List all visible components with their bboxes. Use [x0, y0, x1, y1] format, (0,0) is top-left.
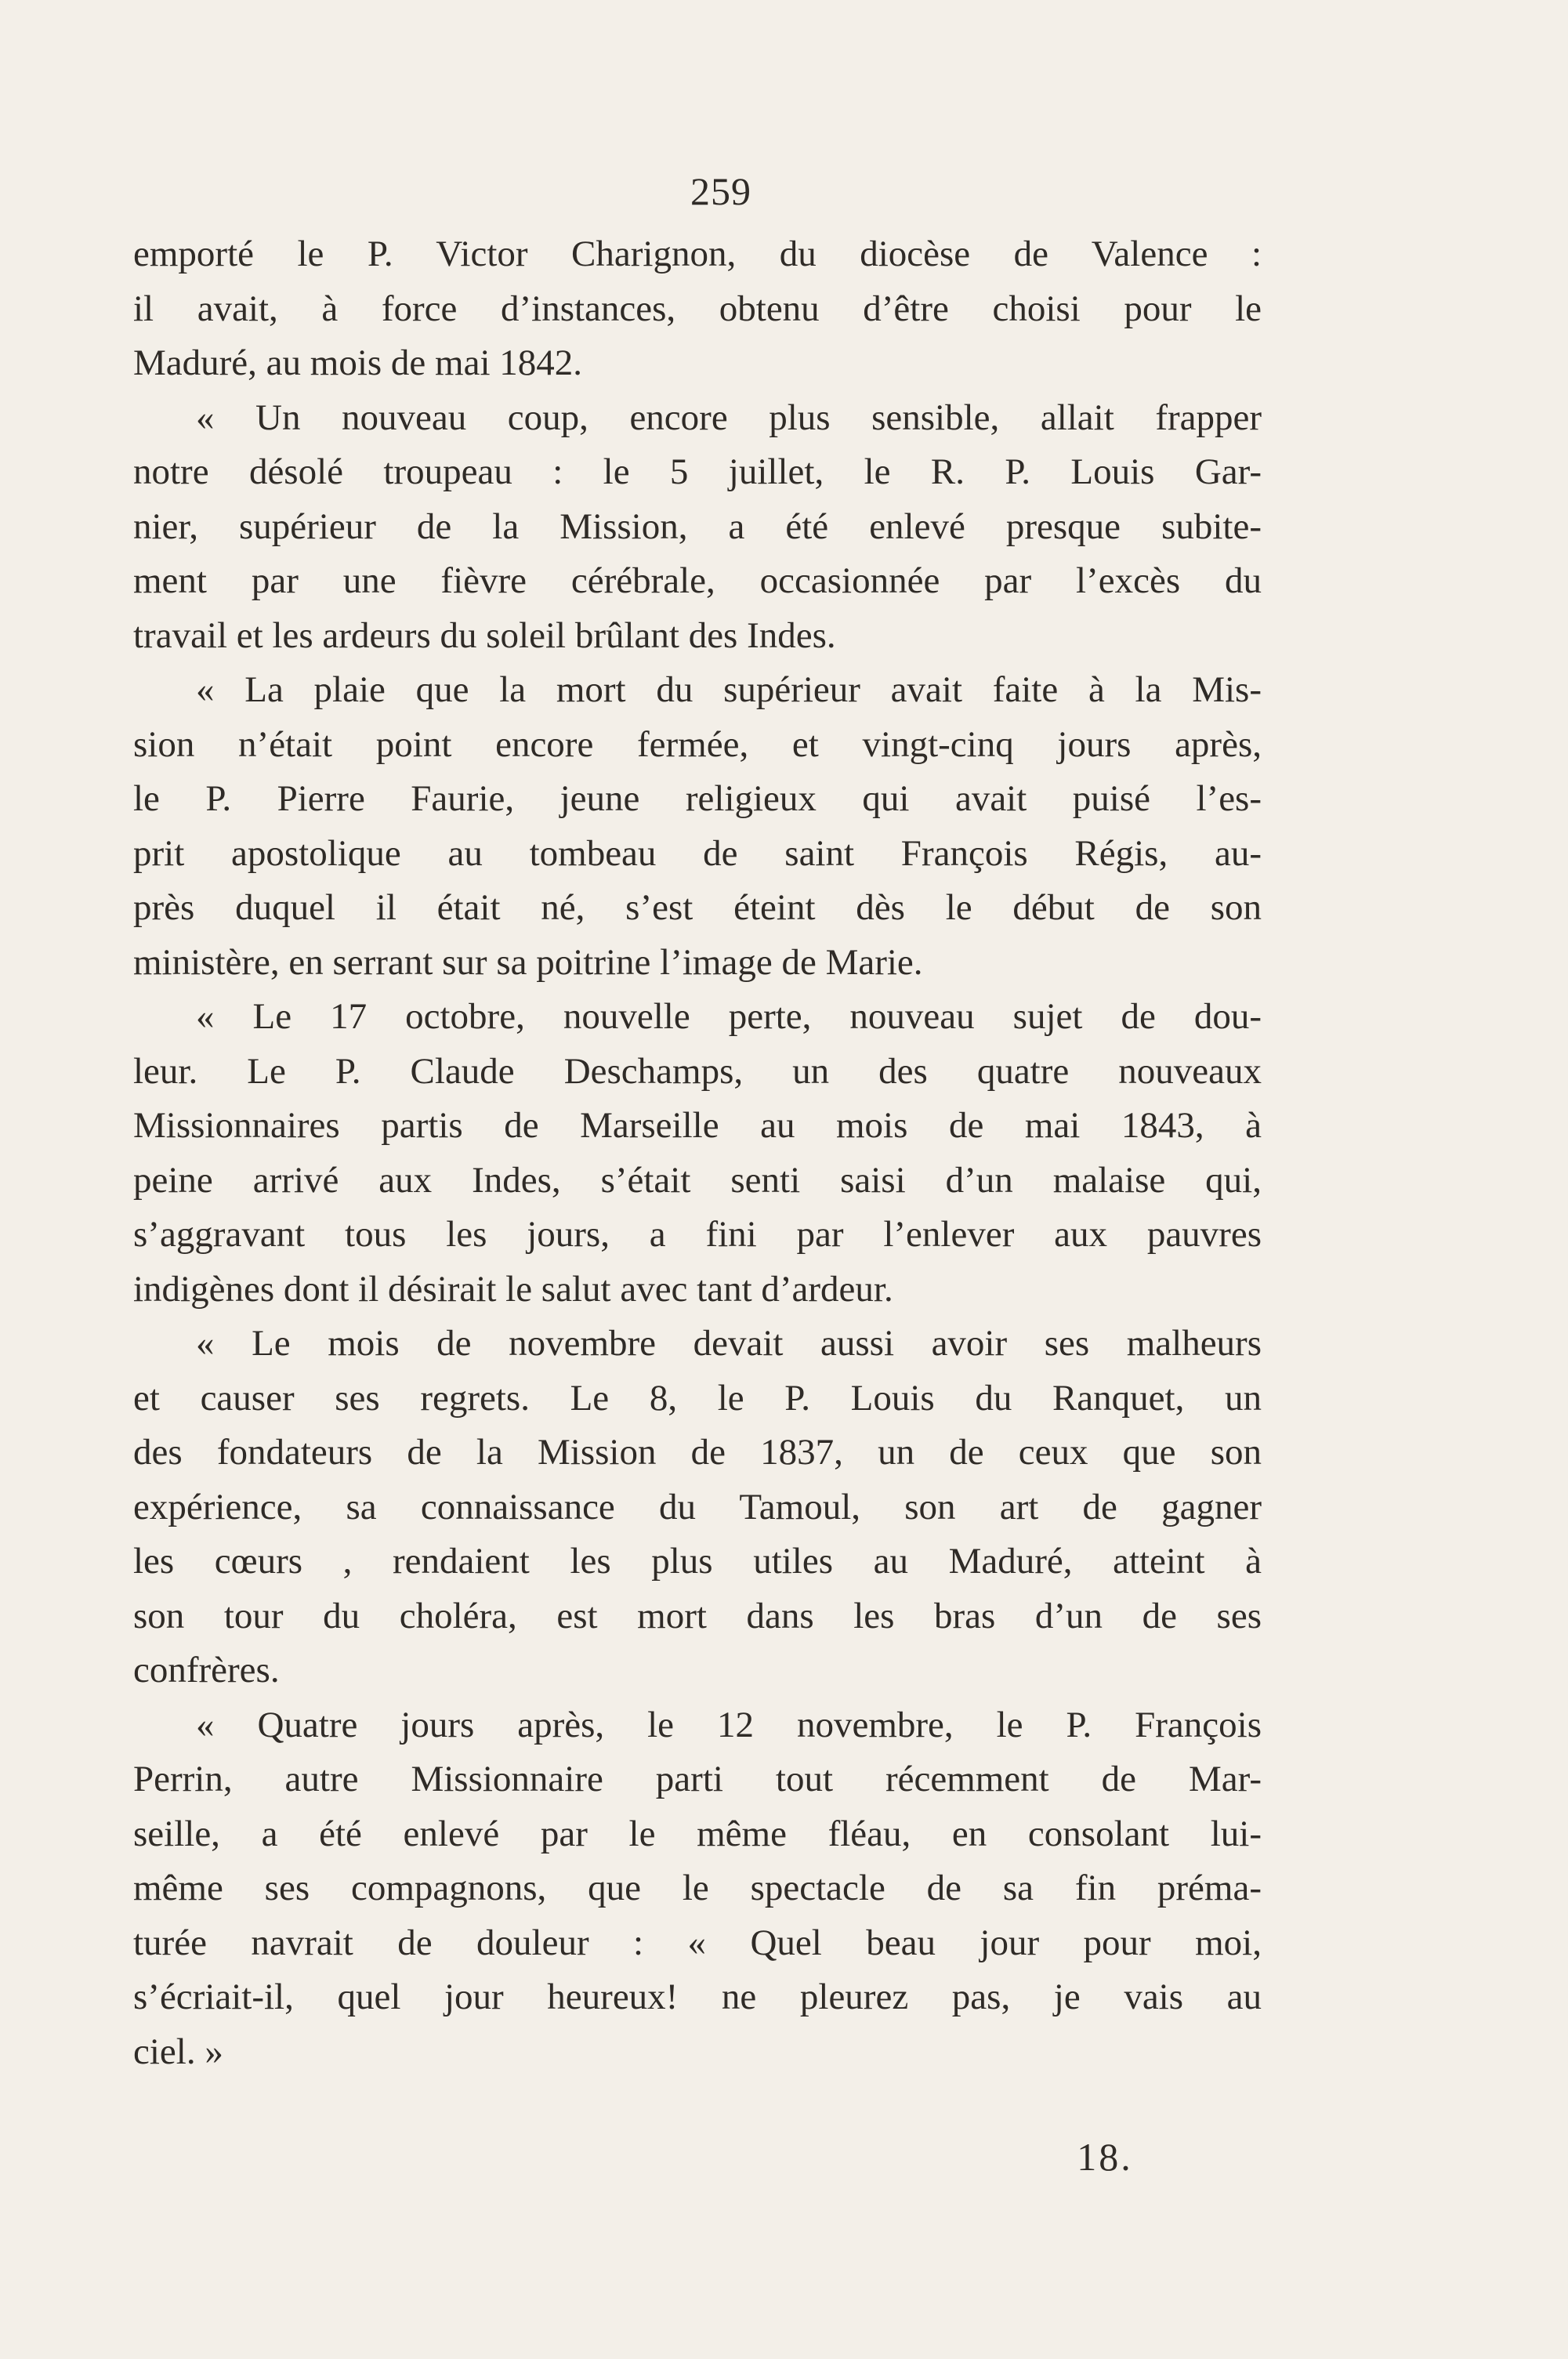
- text-line: Missionnaires partis de Marseille au mois de mai 1843, à: [133, 1105, 1262, 1146]
- text-line: indigènes dont il désirait le salut avec tant d’ardeur.: [133, 1268, 893, 1310]
- text-line: il avait, à force d’instances, obtenu d’être choisi pour le: [133, 288, 1262, 329]
- text-line: confrères.: [133, 1650, 280, 1690]
- text-line: expérience, sa connaissance du Tamoul, son art de gagner: [133, 1486, 1262, 1527]
- text-line: « Le mois de novembre devait aussi avoir ses malheurs: [196, 1323, 1262, 1364]
- page-number: 259: [690, 169, 751, 213]
- text-line: « La plaie que la mort du supérieur avait faite à la Mis-: [196, 669, 1262, 710]
- text-line: son tour du choléra, est mort dans les bras d’un de ses: [133, 1595, 1262, 1636]
- text-line: des fondateurs de la Mission de 1837, un de ceux que son: [133, 1432, 1262, 1473]
- text-line: notre désolé troupeau : le 5 juillet, le R. P. Louis Gar-: [133, 451, 1262, 492]
- signature-mark: 18.: [1077, 2135, 1133, 2179]
- text-line: nier, supérieur de la Mission, a été enlevé presque subite-: [133, 506, 1262, 547]
- body-text: [133, 227, 1262, 2079]
- text-line: ministère, en serrant sur sa poitrine l’image de Marie.: [133, 941, 923, 983]
- text-line: « Quatre jours après, le 12 novembre, le P. François: [196, 1704, 1262, 1745]
- text-line: sion n’était point encore fermée, et vingt-cinq jours après,: [133, 723, 1262, 765]
- text-line: « Un nouveau coup, encore plus sensible, allait frapper: [196, 397, 1262, 438]
- text-line: Maduré, au mois de mai 1842.: [133, 342, 583, 383]
- text-line: s’écriait-il, quel jour heureux! ne pleurez pas, je vais au: [133, 1977, 1262, 2017]
- text-line: et causer ses regrets. Le 8, le P. Louis du Ranquet, un: [133, 1377, 1262, 1419]
- text-line: turée navrait de douleur : « Quel beau jour pour moi,: [133, 1922, 1262, 1963]
- text-line: le P. Pierre Faurie, jeune religieux qui avait puisé l’es-: [133, 778, 1262, 819]
- text-line: même ses compagnons, que le spectacle de sa fin préma-: [133, 1868, 1262, 1908]
- text-line: ment par une fièvre cérébrale, occasionnée par l’excès du: [133, 560, 1262, 601]
- text-line: emporté le P. Victor Charignon, du diocèse de Valence :: [133, 234, 1262, 274]
- text-line: seille, a été enlevé par le même fléau, en consolant lui-: [133, 1813, 1262, 1854]
- text-line: leur. Le P. Claude Deschamps, un des quatre nouveaux: [133, 1050, 1262, 1092]
- text-line: les cœurs , rendaient les plus utiles au Maduré, atteint à: [133, 1541, 1262, 1582]
- text-line: « Le 17 octobre, nouvelle perte, nouveau sujet de dou-: [196, 996, 1262, 1037]
- text-line: s’aggravant tous les jours, a fini par l’enlever aux pauvres: [133, 1214, 1262, 1255]
- text-line: près duquel il était né, s’est éteint dès le début de son: [133, 887, 1262, 928]
- text-line: Perrin, autre Missionnaire parti tout récemment de Mar-: [133, 1759, 1262, 1799]
- text-line: travail et les ardeurs du soleil brûlant des Indes.: [133, 614, 836, 656]
- text-line: peine arrivé aux Indes, s’était senti saisi d’un malaise qui,: [133, 1159, 1262, 1201]
- text-line: ciel. »: [133, 2031, 223, 2072]
- text-line: prit apostolique au tombeau de saint François Régis, au-: [133, 832, 1262, 874]
